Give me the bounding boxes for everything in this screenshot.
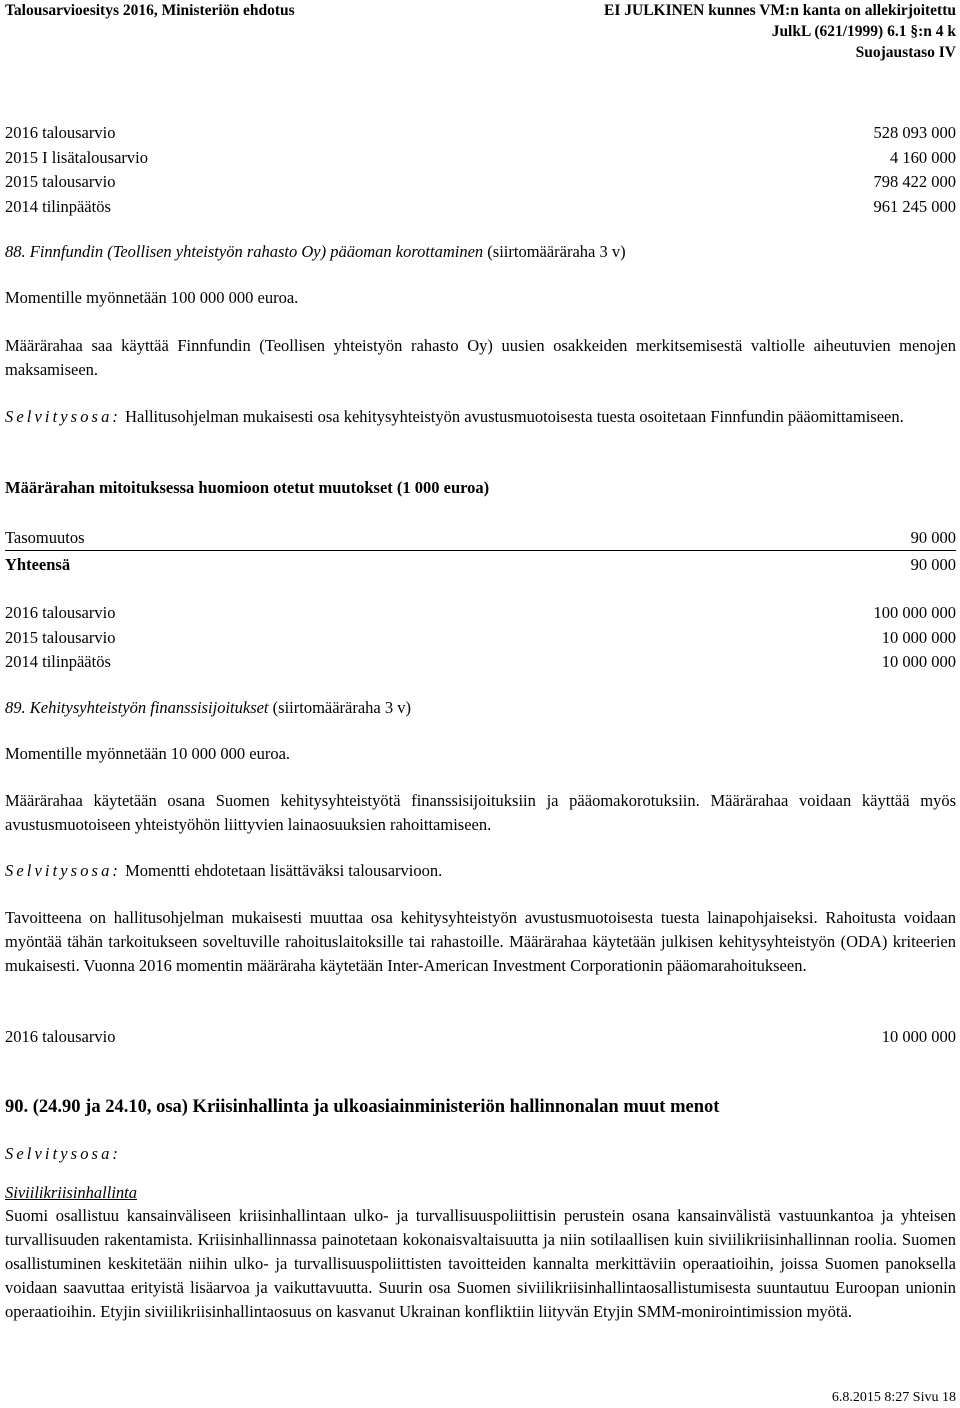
item-88-title xyxy=(5,240,956,264)
item-89-p2: Määrärahaa käytetään osana Suomen kehitysyhteistyötä finanssisijoituksiin ja pääomakorotuksiin. Määrärahaa voidaan käyttää myös avustusmuotoiseen yhteistyöhön liittyvien lainaosuuksien rahoittamiseen. xyxy=(5,791,956,834)
total-value: 90 000 xyxy=(910,555,956,574)
row-value: 4 160 000 xyxy=(890,147,956,167)
row-value: 10 000 000 xyxy=(881,1027,956,1046)
table-row xyxy=(5,121,956,146)
item-88-budget-table xyxy=(5,601,956,675)
header-right xyxy=(604,0,956,63)
header-right-line1: EI JULKINEN kunnes VM:n kanta on allekirjoitettu xyxy=(604,2,956,19)
row-label: 2015 I lisätalousarvio xyxy=(5,147,148,167)
item-90-subheading: Siviilikriisinhallinta xyxy=(5,1183,137,1202)
item-89-number: 89. xyxy=(5,698,26,717)
item-88-changes-table xyxy=(5,526,956,578)
row-label: 2014 tilinpäätös xyxy=(5,196,111,216)
row-label: 2015 talousarvio xyxy=(5,172,116,191)
row-label: 2016 talousarvio xyxy=(5,123,116,142)
table-row xyxy=(5,146,956,171)
selvitysosa-text: Hallitusohjelman mukaisesti osa kehitysyhteistyön avustusmuotoisesta tuesta osoitetaan Finnfundin pääomittamiseen. xyxy=(121,407,904,426)
row-value: 528 093 000 xyxy=(873,123,956,142)
item-88-title-italic: Finnfundin (Teollisen yhteistyön rahasto Oy) pääoman korottaminen xyxy=(29,242,484,261)
row-value: 10 000 000 xyxy=(881,627,956,647)
table-row xyxy=(5,195,956,220)
table-row-total xyxy=(5,551,956,578)
selvitysosa-label: Selvitysosa: xyxy=(5,407,122,426)
header-right-line2: JulkL (621/1999) 6.1 §:n 4 k xyxy=(771,23,956,40)
row-value: 90 000 xyxy=(910,528,956,547)
row-value: 100 000 000 xyxy=(873,603,956,622)
item-89-p1: Momentille myönnetään 10 000 000 euroa. xyxy=(5,744,291,763)
item-89-selvitysosa xyxy=(5,859,956,883)
item-88-selvitysosa xyxy=(5,405,956,429)
item-89-p3: Tavoitteena on hallitusohjelman mukaisesti muuttaa osa kehitysyhteistyön avustusmuotoisesta tuesta lainapohjaiseksi. Rahoitusta voidaan myöntää tähän tarkoitukseen soveltuville rahoituslaitoksille tai rahastoille. Määrärahaa käytetään julkisen kehitysyhteistyön (ODA) kriteerien mukaisesti. Vuonna 2016 momentin määräraha käytetään Inter-American Investment Corporationin pääomarahoitukseen. xyxy=(5,908,956,975)
selvitysosa-label: Selvitysosa: xyxy=(5,861,122,880)
item-89-title-italic: Kehitysyhteistyön finanssisijoitukset xyxy=(29,698,269,717)
table-row xyxy=(5,650,956,675)
total-label: Yhteensä xyxy=(5,555,71,574)
selvitysosa-label: Selvitysosa: xyxy=(5,1144,122,1163)
row-value: 10 000 000 xyxy=(881,652,956,671)
budget-top-table xyxy=(5,121,956,219)
item-89-title xyxy=(5,696,956,720)
row-value: 798 422 000 xyxy=(873,172,956,191)
table-row xyxy=(5,626,956,651)
row-label: 2016 talousarvio xyxy=(5,1027,116,1046)
item-90-title: 90. (24.90 ja 24.10, osa) Kriisinhallinta ja ulkoasiainministeriön hallinnonalan muut menot xyxy=(5,1097,720,1117)
row-label: Tasomuutos xyxy=(5,528,85,547)
item-88-number: 88. xyxy=(5,242,26,261)
table-row xyxy=(5,601,956,626)
item-88-p1: Momentille myönnetään 100 000 000 euroa. xyxy=(5,288,299,307)
header-right-line3: Suojaustaso IV xyxy=(855,44,956,61)
row-value: 961 245 000 xyxy=(873,196,956,216)
item-88-p2: Määrärahaa saa käyttää Finnfundin (Teollisen yhteistyön rahasto Oy) uusien osakkeiden merkitsemisestä valtiolle aiheutuvien menojen maksamiseen. xyxy=(5,336,956,379)
table-row xyxy=(5,170,956,195)
row-label: 2016 talousarvio xyxy=(5,603,116,622)
item-88-changes-title: Määrärahan mitoituksessa huomioon otetut muutokset (1 000 euroa) xyxy=(5,478,490,497)
table-row xyxy=(5,1025,956,1050)
header-left: Talousarvioesitys 2016, Ministeriön ehdotus xyxy=(5,2,295,19)
page-footer: 6.8.2015 8:27 Sivu 18 xyxy=(831,1390,956,1405)
item-89-budget-table xyxy=(5,1025,956,1050)
row-label: 2015 talousarvio xyxy=(5,627,116,647)
item-89-title-rest: (siirtomääräraha 3 v) xyxy=(268,698,412,717)
item-90-selvitysosa xyxy=(5,1142,956,1166)
table-row xyxy=(5,526,956,551)
row-label: 2014 tilinpäätös xyxy=(5,652,111,671)
item-88-title-rest: (siirtomääräraha 3 v) xyxy=(483,242,626,261)
selvitysosa-text: Momentti ehdotetaan lisättäväksi talousarvioon. xyxy=(121,861,443,880)
item-90-p1: Suomi osallistuu kansainväliseen kriisinhallintaan ulko- ja turvallisuuspoliittisin perustein osana kansainvälistä vastuunkantoa ja yhteisen turvallisuuden rakentamista. Kriisinhallinnassa painotetaan kokonaisvaltaisuutta ja niin sotilaallisen kuin siviilikriisinhallinnan roolia. Suomen osallistuminen keskitetään niihin ulko- ja turvallisuuspoliittisten tavoitteiden kannalta merkittäviin operaatioihin, joissa Suomen panoksella voidaan saavuttaa erityistä lisäarvoa ja vaikuttavuutta. Suurin osa Suomen siviilikriisinhallintaosallistumisesta suuntautuu Euroopan unionin operaatioihin. Etyjin siviilikriisinhallintaosuus on kasvanut Ukrainan konfliktiin liityvän Etyjin SMM-monirointimission myötä. xyxy=(5,1206,956,1321)
